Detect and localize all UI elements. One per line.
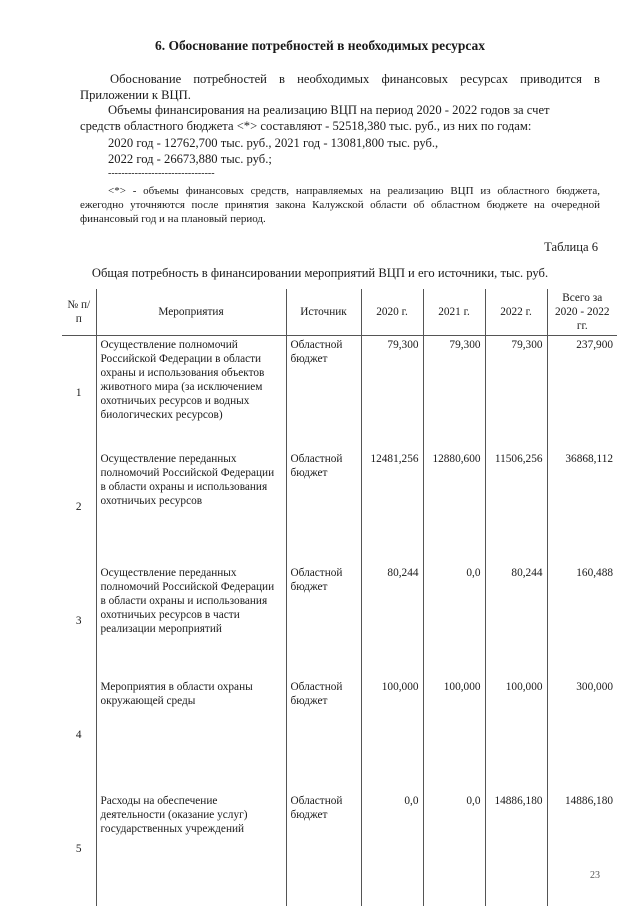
page-number: 23 <box>590 870 600 881</box>
paragraph-resources: Обоснование потребностей в необходимых финансовых ресурсах приводится в Приложении к ВЦП. <box>80 72 600 102</box>
header-event: Мероприятия <box>96 289 286 336</box>
year-amounts-line2: 2022 год - 26673,880 тыс. руб.; <box>108 152 272 166</box>
row-source: Областной бюджет <box>286 792 361 906</box>
row-2021: 100,000 <box>423 678 485 792</box>
table-row <box>62 564 617 678</box>
funding-table <box>62 289 617 906</box>
row-2022: 11506,256 <box>485 450 547 564</box>
row-2021: 12880,600 <box>423 450 485 564</box>
paragraph-volume-line2: средств областного бюджета <*> составляют - 52518,380 тыс. руб., из них по годам: <box>80 119 532 133</box>
row-num: 1 <box>75 387 82 399</box>
header-total: Всего за 2020 - 2022 гг. <box>547 289 617 336</box>
table-row <box>62 792 617 906</box>
row-2022: 80,244 <box>485 564 547 678</box>
header-2020: 2020 г. <box>361 289 423 336</box>
row-total: 237,900 <box>547 336 617 451</box>
table-header-row <box>62 289 617 336</box>
row-total: 14886,180 <box>547 792 617 906</box>
row-2020: 0,0 <box>361 792 423 906</box>
table-row <box>62 450 617 564</box>
row-event: Мероприятия в области охраны окружающей среды <box>96 678 286 792</box>
row-source: Областной бюджет <box>286 336 361 451</box>
row-event: Осуществление переданных полномочий Российской Федерации в области охраны и использования охотничьих ресурсов в части реализации мероприятий <box>96 564 286 678</box>
row-2020: 79,300 <box>361 336 423 451</box>
row-source: Областной бюджет <box>286 450 361 564</box>
row-total: 36868,112 <box>547 450 617 564</box>
header-2021: 2021 г. <box>423 289 485 336</box>
row-num: 4 <box>75 729 82 741</box>
footnote-text: <*> - объемы финансовых средств, направляемых на реализацию ВЦП из областного бюджета, ежегодно уточняются после принятия закона Калужской области об областном бюджете на очередной финансовый год и на плановый период. <box>80 185 600 225</box>
table-row <box>62 678 617 792</box>
table-label: Таблица 6 <box>544 240 598 254</box>
row-source: Областной бюджет <box>286 564 361 678</box>
row-num: 2 <box>75 501 82 513</box>
row-2020: 12481,256 <box>361 450 423 564</box>
row-2021: 0,0 <box>423 792 485 906</box>
row-2022: 14886,180 <box>485 792 547 906</box>
row-event: Осуществление полномочий Российской Федерации в области охраны и использования объектов животного мира (за исключением охотничьих ресурсов и водных биологических ресурсов) <box>96 336 286 451</box>
header-2022: 2022 г. <box>485 289 547 336</box>
row-event: Расходы на обеспечение деятельности (оказание услуг) государственных учреждений <box>96 792 286 906</box>
row-2022: 100,000 <box>485 678 547 792</box>
row-2020: 80,244 <box>361 564 423 678</box>
row-num: 5 <box>75 843 82 855</box>
row-2021: 0,0 <box>423 564 485 678</box>
footnote-separator: -------------------------------- <box>108 168 215 179</box>
row-2020: 100,000 <box>361 678 423 792</box>
section-title: 6. Обоснование потребностей в необходимых ресурсах <box>154 38 486 53</box>
row-2021: 79,300 <box>423 336 485 451</box>
header-source: Источник <box>286 289 361 336</box>
table-caption: Общая потребность в финансировании мероприятий ВЦП и его источники, тыс. руб. <box>91 266 549 280</box>
row-total: 160,488 <box>547 564 617 678</box>
year-amounts-line1: 2020 год - 12762,700 тыс. руб., 2021 год - 13081,800 тыс. руб., <box>108 136 439 150</box>
row-total: 300,000 <box>547 678 617 792</box>
paragraph-volume-line1: Объемы финансирования на реализацию ВЦП на период 2020 - 2022 годов за счет <box>108 103 550 117</box>
header-num: № п/п <box>62 289 96 336</box>
row-source: Областной бюджет <box>286 678 361 792</box>
row-2022: 79,300 <box>485 336 547 451</box>
row-event: Осуществление переданных полномочий Российской Федерации в области охраны и использования охотничьих ресурсов <box>96 450 286 564</box>
row-num: 3 <box>75 615 82 627</box>
table-row <box>62 336 617 451</box>
